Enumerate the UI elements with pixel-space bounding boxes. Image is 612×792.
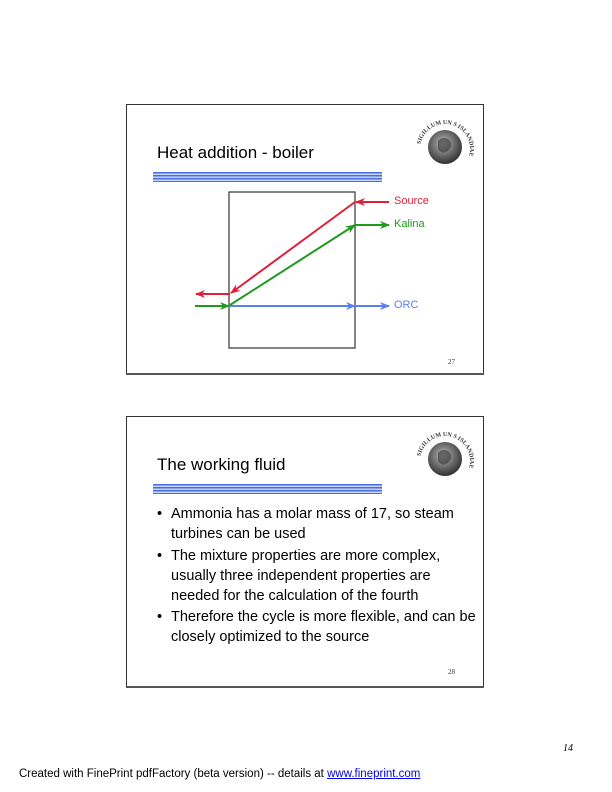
bullet-list bbox=[157, 504, 477, 649]
bullet-item bbox=[157, 546, 477, 606]
slide-title: The working fluid bbox=[157, 455, 286, 474]
bullet-text: Ammonia has a molar mass of 17, so steam turbines can be used bbox=[171, 506, 454, 542]
bullet-item bbox=[157, 504, 477, 544]
bullet-dot: • bbox=[157, 547, 163, 564]
slide-28 bbox=[126, 416, 484, 687]
bullet-text: The mixture properties are more complex, usually three independent properties are needed for the calculation of the fourth bbox=[171, 547, 441, 604]
svg-text:SIGILLUM UN S ISLANDIAE: SIGILLUM UN S ISLANDIAE bbox=[416, 431, 475, 469]
slide-title: Heat addition - boiler bbox=[157, 143, 314, 162]
source-label: Source bbox=[394, 195, 429, 207]
bullet-dot: • bbox=[157, 609, 163, 625]
slide-number: 28 bbox=[448, 668, 455, 676]
slide-27 bbox=[126, 104, 484, 374]
footer bbox=[19, 768, 420, 780]
footer-text: Created with FinePrint pdfFactory (beta version) -- details at bbox=[19, 768, 328, 780]
kalina-label: Kalina bbox=[394, 218, 425, 230]
bullet-item bbox=[157, 607, 477, 647]
bullet-text: Therefore the cycle is more flexible, and can be closely optimized to the source bbox=[171, 609, 476, 645]
university-seal-icon bbox=[410, 431, 480, 491]
slide-number: 27 bbox=[448, 358, 455, 366]
bullet-dot: • bbox=[157, 506, 163, 522]
boiler-diagram bbox=[127, 105, 485, 375]
orc-label: ORC bbox=[394, 299, 419, 311]
title-underline bbox=[153, 484, 382, 494]
fineprint-link[interactable]: www.fineprint.com bbox=[327, 768, 421, 780]
svg-text:SIGILLUM UN S ISLANDIAE: SIGILLUM UN S ISLANDIAE bbox=[416, 119, 475, 157]
page-number: 14 bbox=[563, 743, 573, 754]
